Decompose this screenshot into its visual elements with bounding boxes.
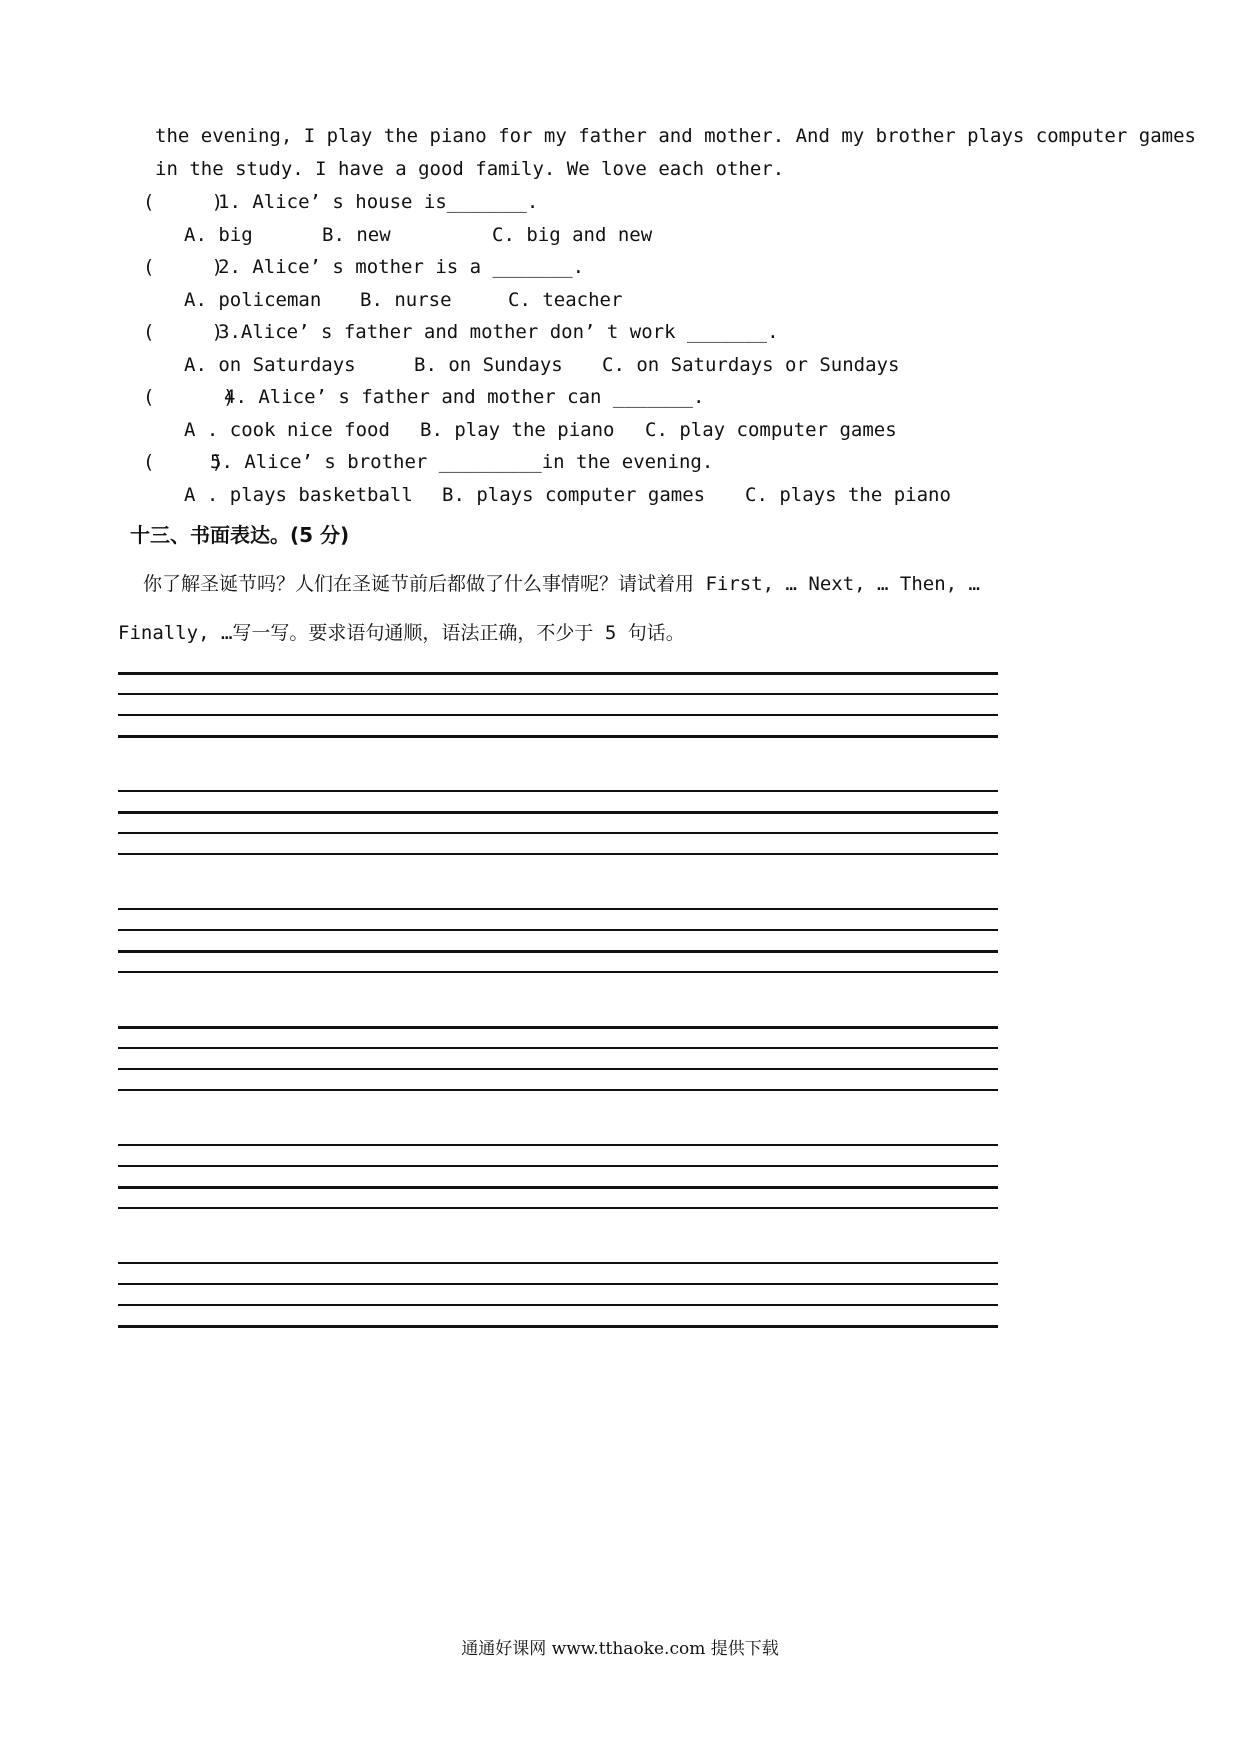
page-footer: 通通好课网 www.tthaoke.com 提供下载 [461,1639,779,1659]
answer-paren: ( ) [143,191,224,213]
option-a: A. on Saturdays [184,354,356,376]
option-a: A . cook nice food [184,419,390,441]
option-c: C. teacher [508,289,623,311]
writing-prompt-line-1: 你了解圣诞节吗？人们在圣诞节前后都做了什么事情呢？请试着用 First, … Next, … Then, … [143,573,980,595]
question-stem: 4. Alice’ s father and mother can _______. [224,386,705,408]
option-a: A. policeman [184,289,322,311]
option-c: C. play computer games [645,419,897,441]
option-b: B. play the piano [420,419,615,441]
question-stem: 1. Alice’ s house is_______. [218,191,539,213]
option-c: C. on Saturdays or Sundays [602,354,900,376]
option-b: B. plays computer games [442,484,706,506]
answer-paren: ( ) [143,386,235,408]
passage-line-2: in the study. I have a good family. We love each other. [155,158,785,180]
question-stem: 5. Alice’ s brother _________in the evening. [210,451,714,473]
option-b: B. on Sundays [414,354,563,376]
question-stem: 3.Alice’ s father and mother don’ t work _______. [218,321,779,343]
question-stem: 2. Alice’ s mother is a _______. [218,256,585,278]
option-c: C. plays the piano [745,484,951,506]
writing-prompt-line-2: Finally, …写一写。要求语句通顺，语法正确，不少于 5 句话。 [118,622,685,644]
option-b: B. nurse [360,289,452,311]
answer-paren: ( ) [143,451,224,473]
option-b: B. new [322,224,391,246]
passage-line-1: the evening, I play the piano for my father and mother. And my brother plays computer games [155,125,1196,147]
option-a: A . plays basketball [184,484,413,506]
answer-paren: ( ) [143,256,224,278]
section-heading: 十三、书面表达。(5 分) [130,523,350,547]
option-c: C. big and new [492,224,653,246]
answer-paren: ( ) [143,321,224,343]
option-a: A. big [184,224,253,246]
